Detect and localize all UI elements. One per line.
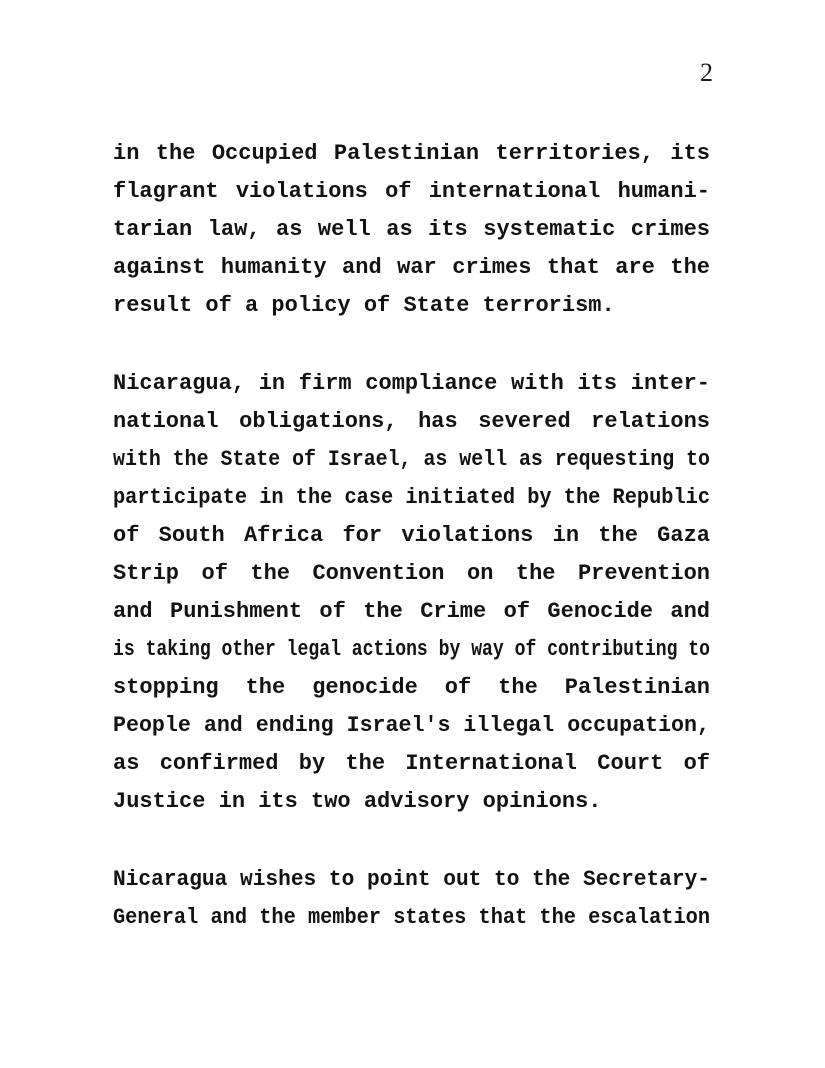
text-line: participate in the case initiated by the Republic bbox=[113, 485, 710, 510]
document-body bbox=[113, 135, 710, 977]
text-line: of South Africa for violations in the Gaza bbox=[113, 523, 710, 548]
text-line: General and the member states that the escalation bbox=[113, 905, 710, 930]
text-line: Strip of the Convention on the Prevention bbox=[113, 561, 710, 586]
text-line: national obligations, has severed relations bbox=[113, 409, 710, 434]
text-line: Justice in its two advisory opinions. bbox=[113, 789, 602, 814]
page-number: 2 bbox=[700, 58, 713, 87]
text-line: tarian law, as well as its systematic crimes bbox=[113, 217, 710, 242]
text-line: as confirmed by the International Court of bbox=[113, 751, 710, 776]
text-line: People and ending Israel's illegal occupation, bbox=[113, 713, 710, 738]
text-line: and Punishment of the Crime of Genocide and bbox=[113, 599, 710, 624]
text-line: flagrant violations of international humani- bbox=[113, 179, 710, 204]
text-line: with the State of Israel, as well as requesting to bbox=[113, 447, 710, 472]
paragraph bbox=[113, 135, 710, 325]
paragraph bbox=[113, 365, 710, 821]
text-line: in the Occupied Palestinian territories, its bbox=[113, 141, 710, 166]
paragraph bbox=[113, 861, 710, 937]
text-line: stopping the genocide of the Palestinian bbox=[113, 675, 710, 700]
text-line: result of a policy of State terrorism. bbox=[113, 293, 615, 318]
text-line: against humanity and war crimes that are the bbox=[113, 255, 710, 280]
text-line: Nicaragua, in firm compliance with its inter- bbox=[113, 371, 710, 396]
text-line: is taking other legal actions by way of contributing to bbox=[113, 637, 710, 662]
text-line: Nicaragua wishes to point out to the Secretary- bbox=[113, 867, 710, 892]
